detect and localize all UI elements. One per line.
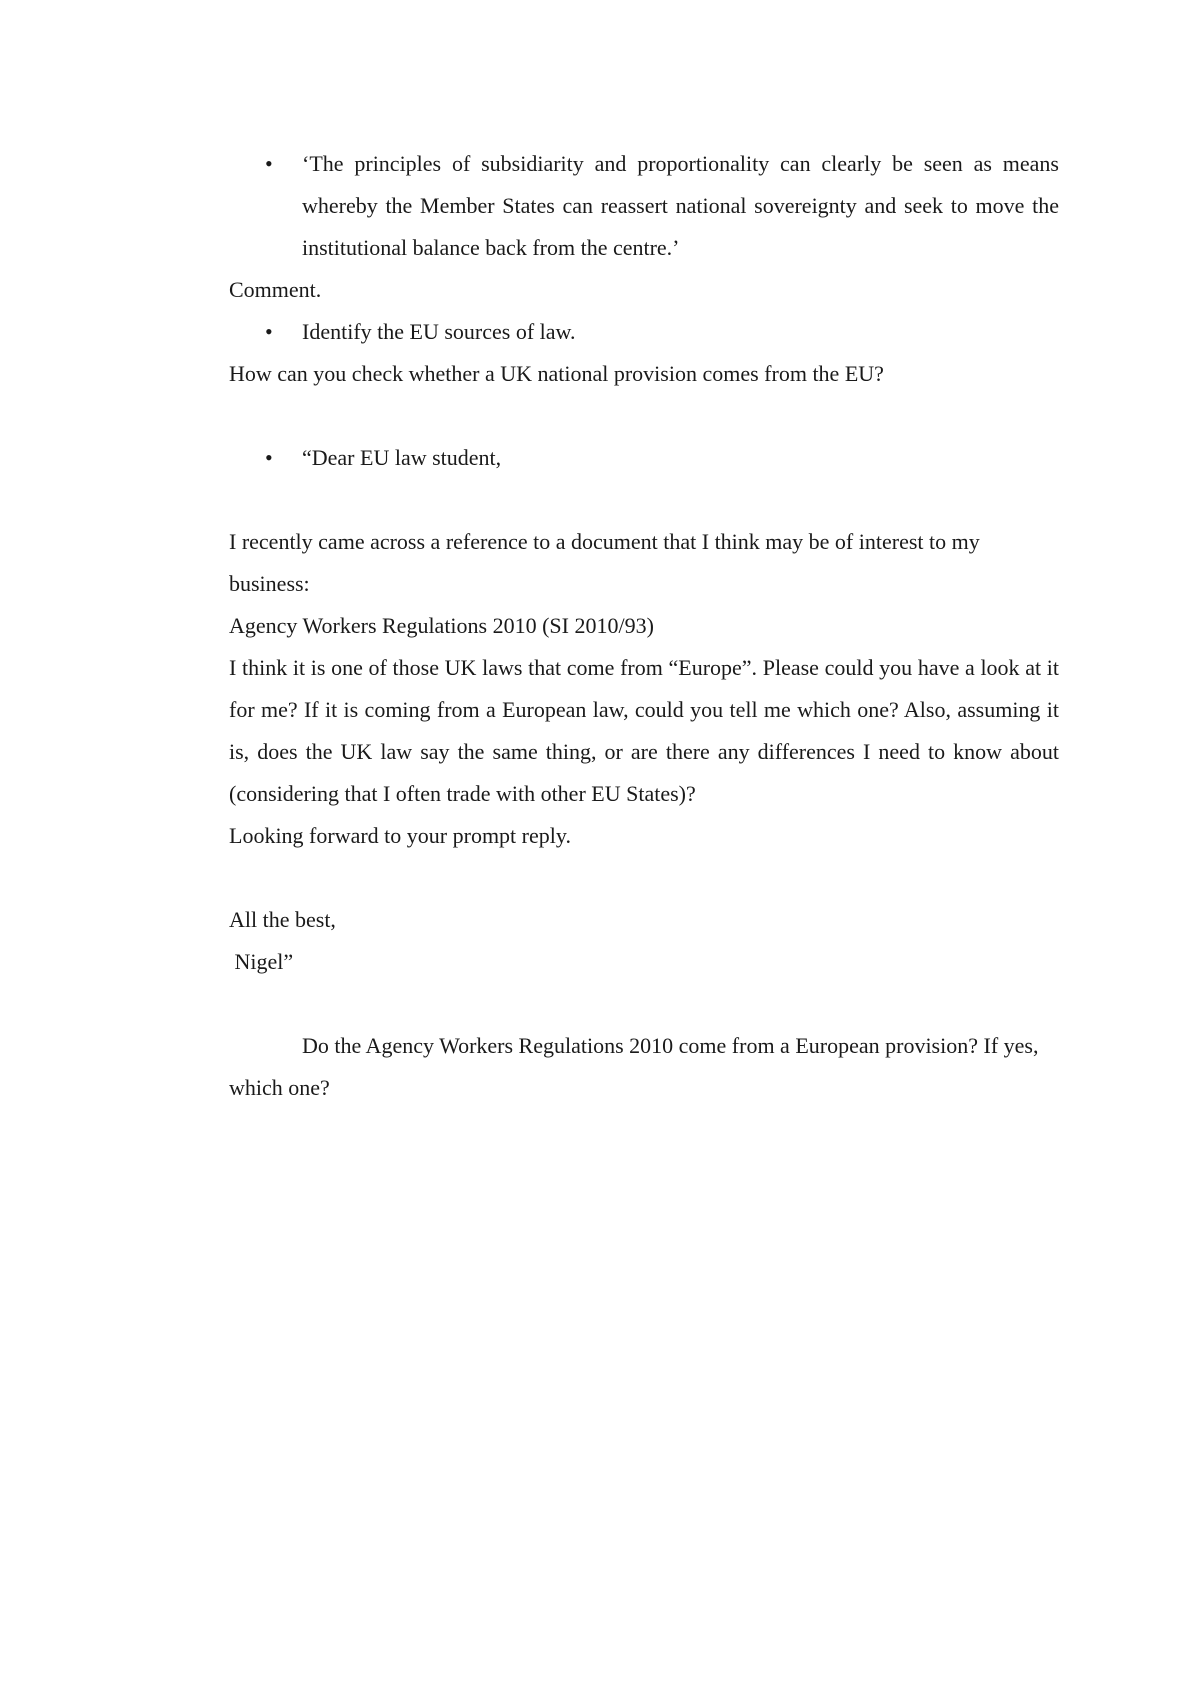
comment-label: Comment. bbox=[229, 277, 322, 302]
spacer bbox=[229, 983, 1059, 1025]
letter-paragraph-1: I recently came across a reference to a document that I think may be of interest to my business: bbox=[229, 529, 980, 596]
document-page bbox=[229, 143, 1059, 1109]
bullet-icon: • bbox=[265, 319, 273, 344]
letter-bullet bbox=[229, 437, 1059, 479]
letter-signoff: All the best, bbox=[229, 907, 336, 932]
letter-signature: Nigel” bbox=[229, 949, 294, 974]
spacer bbox=[229, 857, 1059, 899]
quote-bullet bbox=[229, 143, 1059, 269]
letter-paragraph-2: I think it is one of those UK laws that come from “Europe”. Please could you have a look at it for me? If it is coming from a European law, could you tell me which one? Also, assuming it is, does the UK law say the same thing, or are there any differences I need to know about (considering that I often trade with other EU States)? bbox=[229, 655, 1059, 806]
sources-bullet bbox=[229, 311, 1059, 353]
letter-reference: Agency Workers Regulations 2010 (SI 2010/93) bbox=[229, 613, 654, 638]
letter-closing-line: Looking forward to your prompt reply. bbox=[229, 823, 571, 848]
bullet-icon: • bbox=[265, 445, 273, 470]
bullet-icon: • bbox=[265, 151, 273, 176]
sources-text: Identify the EU sources of law. bbox=[302, 319, 576, 344]
spacer bbox=[229, 479, 1059, 521]
spacer bbox=[229, 395, 1059, 437]
letter-greeting: “Dear EU law student, bbox=[302, 445, 502, 470]
check-question: How can you check whether a UK national provision comes from the EU? bbox=[229, 361, 884, 386]
final-question: Do the Agency Workers Regulations 2010 come from a European provision? If yes, which one? bbox=[229, 1033, 1039, 1100]
quote-text: ‘The principles of subsidiarity and proportionality can clearly be seen as means whereby the Member States can reassert national sovereignty and seek to move the institutional balance back from the centre.’ bbox=[302, 151, 1059, 260]
